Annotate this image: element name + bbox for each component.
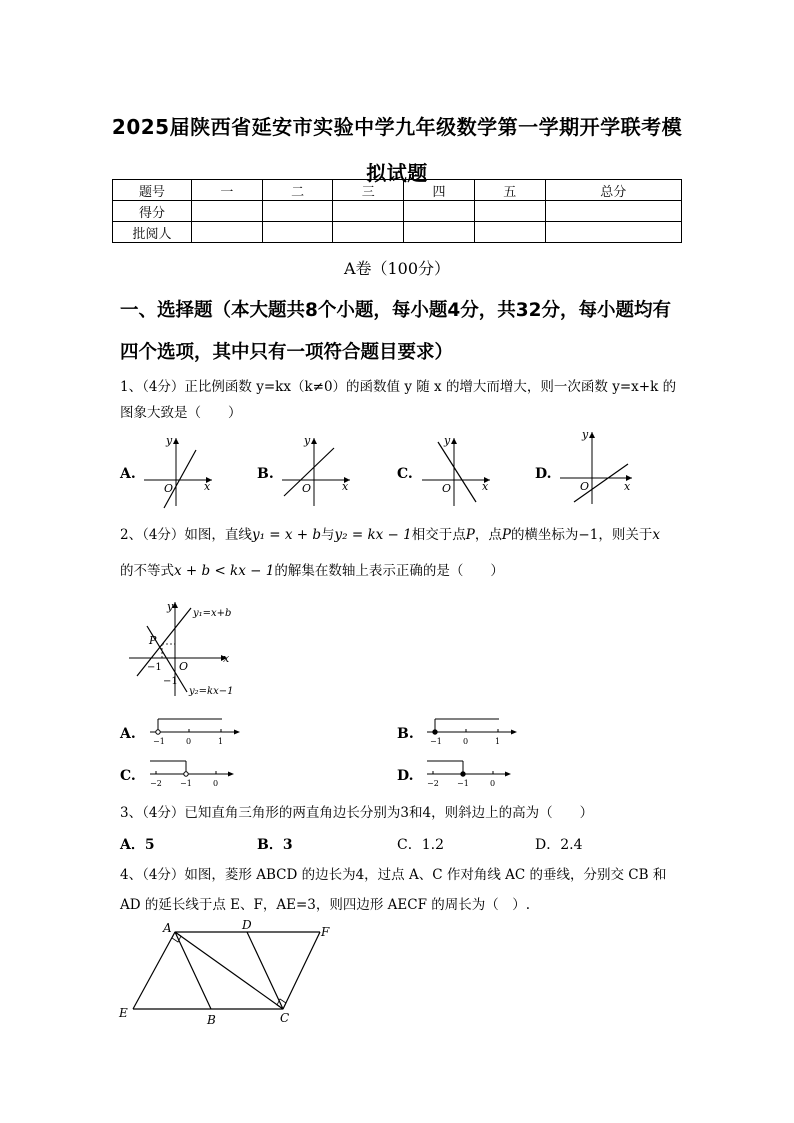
score-row-label: 得分: [113, 201, 192, 222]
q2-fig-y1-label: y₁=x+b: [193, 608, 232, 619]
q2-option-c-label[interactable]: C.: [120, 768, 136, 784]
q3-option-d[interactable]: D．2.4: [535, 837, 583, 853]
question-1-text: 1、（4分）正比例函数 y=kx（k≠0）的函数值 y 随 x 的增大而增大，则一次函数 y=x+k 的图象大致是（ ）: [120, 379, 677, 421]
q4-rhombus-figure: [115, 918, 345, 1030]
q4-point-d: D: [242, 918, 252, 932]
reviewer-cell[interactable]: [404, 222, 475, 243]
question-4-text-line1: 4、（4分）如图，菱形 ABCD 的边长为4，过点 A、C 作对角线 AC 的垂线，分别交 CB 和: [120, 867, 667, 883]
reviewer-row-label: 批阅人: [113, 222, 192, 243]
q2-option-a-label[interactable]: A.: [120, 726, 136, 742]
reviewer-cell[interactable]: [474, 222, 545, 243]
score-table: [112, 179, 682, 243]
q4-point-a: A: [163, 921, 172, 935]
q2-numberline-c: [146, 757, 246, 791]
q1-origin-label: O: [164, 482, 174, 495]
reviewer-cell[interactable]: [333, 222, 404, 243]
q1-x-label: x: [624, 480, 631, 493]
q1-y-label: y: [582, 428, 589, 441]
q2-text-a: 2、（4分）如图，直线: [120, 527, 252, 543]
q2-d-tick: 0: [490, 779, 496, 788]
q2-y1-formula: y₁ = x + b: [251, 527, 322, 543]
q1-option-a-label[interactable]: A.: [120, 466, 136, 482]
q1-origin-label: O: [580, 480, 590, 493]
q2-d-tick: −2: [427, 779, 439, 788]
q4-point-b: B: [207, 1013, 216, 1027]
q2-option-d-label[interactable]: D.: [397, 768, 414, 784]
reviewer-cell[interactable]: [192, 222, 263, 243]
q1-line-a: [164, 450, 196, 508]
score-header-cell: 一: [192, 180, 263, 201]
q2-fig-y2-label: y₂=kx−1: [189, 686, 234, 697]
score-cell[interactable]: [262, 201, 333, 222]
score-header-cell: 二: [262, 180, 333, 201]
q2-text-d: ，点: [474, 527, 502, 543]
section-1-heading: 一、选择题（本大题共8个小题，每小题4分，共32分，每小题均有四个选项，其中只有一项符合题目要求）: [120, 300, 671, 363]
q2-figure: [125, 596, 255, 700]
reviewer-cell[interactable]: [262, 222, 333, 243]
q2-b-tick: −1: [430, 737, 442, 746]
q1-x-label: x: [342, 480, 349, 493]
score-header-cell: 三: [333, 180, 404, 201]
q1-x-label: x: [204, 480, 211, 493]
q2-text-b: 与: [321, 527, 335, 543]
score-header-cell: 四: [404, 180, 475, 201]
q2-numberline-a: [146, 715, 246, 749]
q2-text-e: 的横坐标为−1，则关于: [510, 527, 653, 543]
score-header-cell: 五: [474, 180, 545, 201]
question-2-text-line2: [120, 558, 682, 584]
q1-graph-c: [418, 432, 498, 510]
q4-point-c: C: [280, 1011, 290, 1025]
q1-y-label: y: [444, 434, 451, 447]
q2-fig-p: P: [149, 634, 157, 647]
q1-option-c-label[interactable]: C.: [397, 466, 413, 482]
score-cell[interactable]: [333, 201, 404, 222]
q2-d-tick: −1: [457, 779, 469, 788]
q2-inequality: x + b < kx − 1: [174, 563, 275, 579]
q2-point-p-2: P: [501, 527, 511, 543]
score-row: [113, 201, 682, 222]
q2-c-tick: −2: [150, 779, 162, 788]
q2-fig-o: O: [179, 660, 189, 673]
q1-x-label: x: [482, 480, 489, 493]
q1-graph-d: [556, 426, 640, 506]
q2-fig-neg1b: −1: [163, 676, 178, 687]
section-a-heading: A卷（100分）: [343, 259, 451, 278]
q4-point-f: F: [321, 925, 330, 939]
q2-var-x: x: [652, 527, 660, 543]
q2-a-tick: 1: [218, 737, 224, 746]
q1-origin-label: O: [442, 482, 452, 495]
question-3-text: 3、（4分）已知直角三角形的两直角边长分别为3和4，则斜边上的高为（ ）: [120, 805, 594, 821]
q1-origin-label: O: [302, 482, 312, 495]
q1-y-label: y: [166, 434, 173, 447]
q1-option-b-label[interactable]: B.: [257, 466, 274, 482]
q1-graph-a: [140, 432, 220, 510]
q2-text-c: 相交于点: [411, 527, 466, 543]
q3-option-a[interactable]: A．5: [120, 837, 155, 853]
score-cell[interactable]: [474, 201, 545, 222]
q2-fig-y: y: [167, 600, 174, 613]
q2-y2-formula: y₂ = kx − 1: [334, 527, 412, 543]
q2-a-tick: 0: [186, 737, 192, 746]
question-2-text: [120, 522, 682, 548]
q4-point-e: E: [119, 1006, 128, 1020]
q2-line2-a: 的不等式: [120, 563, 174, 579]
q2-c-tick: 0: [213, 779, 219, 788]
exam-title: 2025届陕西省延安市实验中学九年级数学第一学期开学联考模拟试题: [111, 115, 683, 185]
reviewer-cell[interactable]: [545, 222, 681, 243]
q2-b-tick: 0: [463, 737, 469, 746]
q3-option-b[interactable]: B．3: [257, 837, 293, 853]
score-header-cell: 题号: [113, 180, 192, 201]
reviewer-row: [113, 222, 682, 243]
q2-numberline-d: [423, 757, 523, 791]
q1-graph-b: [278, 432, 358, 510]
q3-option-c[interactable]: C．1.2: [397, 837, 444, 853]
q2-line2-b: 的解集在数轴上表示正确的是（ ）: [274, 563, 504, 579]
q2-a-tick: −1: [153, 737, 165, 746]
q2-fig-x: x: [223, 652, 230, 665]
q1-y-label: y: [304, 434, 311, 447]
q2-fig-neg1: −1: [147, 662, 162, 673]
q2-point-p: P: [465, 527, 475, 543]
q2-option-b-label[interactable]: B.: [397, 726, 414, 742]
score-cell[interactable]: [545, 201, 681, 222]
score-table-header-row: [113, 180, 682, 201]
score-cell[interactable]: [192, 201, 263, 222]
q2-b-tick: 1: [495, 737, 501, 746]
q1-option-d-label[interactable]: D.: [535, 466, 552, 482]
question-4-text-line2: AD 的延长线于点 E、F，AE=3，则四边形 AECF 的周长为（ ）.: [120, 897, 531, 913]
score-header-cell: 总分: [545, 180, 681, 201]
q2-numberline-b: [423, 715, 523, 749]
score-cell[interactable]: [404, 201, 475, 222]
q2-c-tick: −1: [180, 779, 192, 788]
